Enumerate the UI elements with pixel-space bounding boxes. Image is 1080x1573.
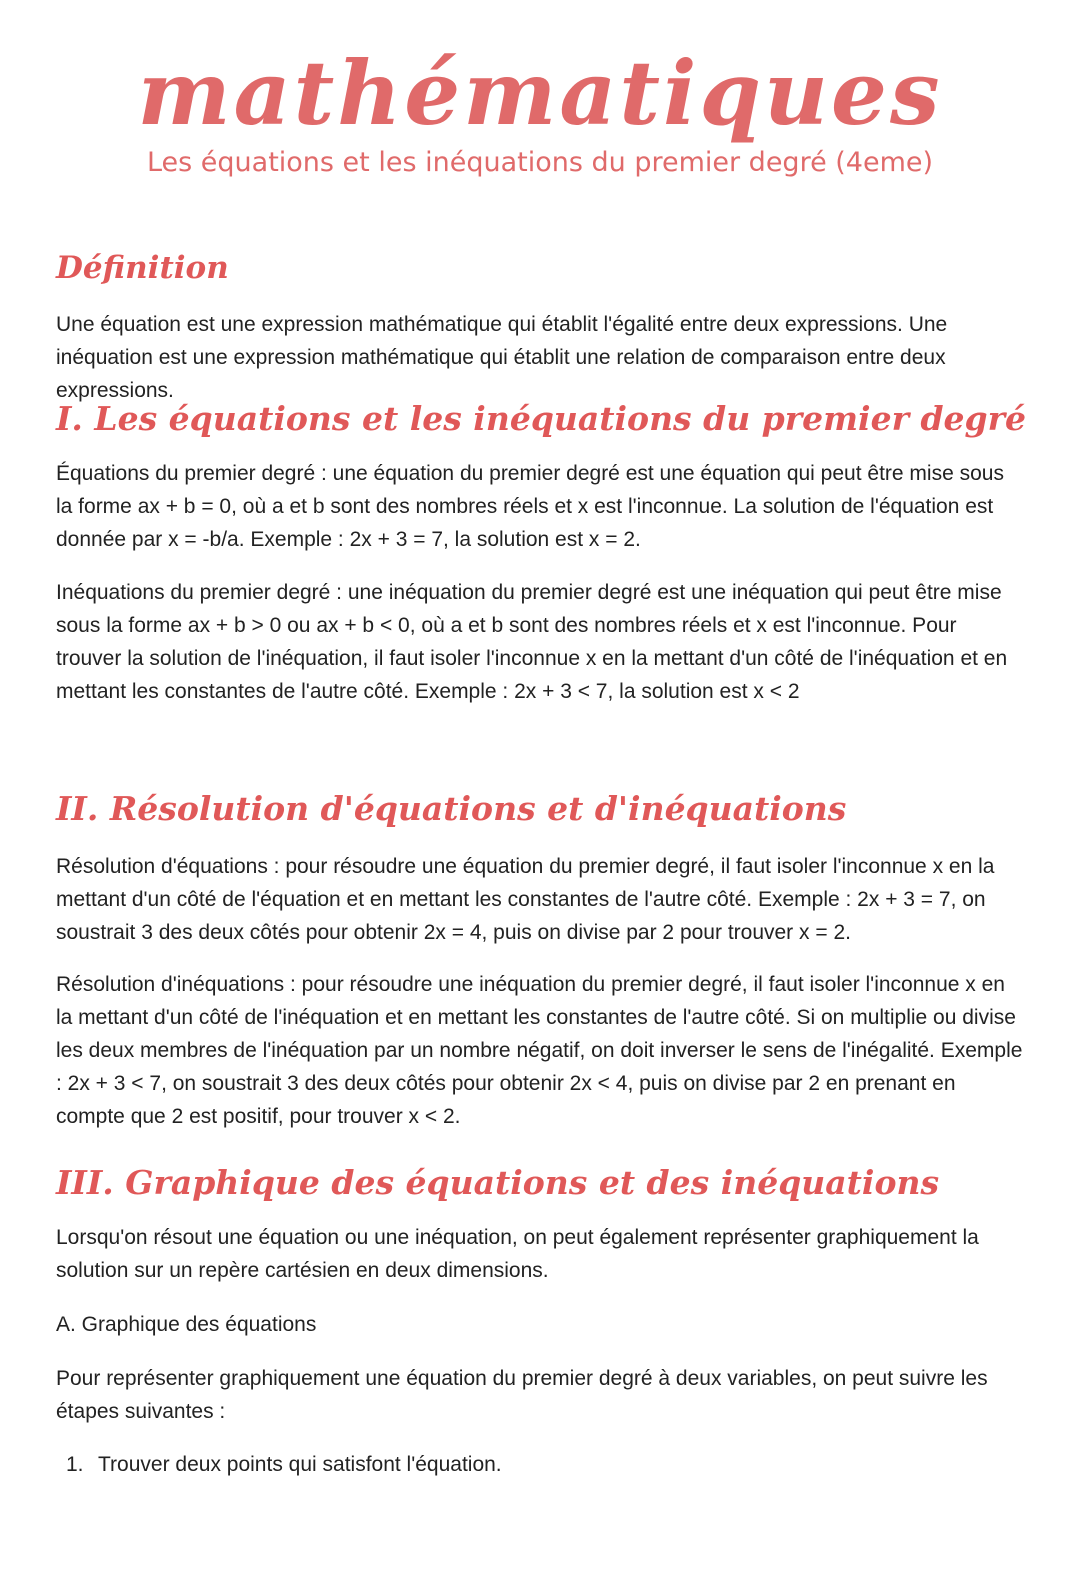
definition-heading: Définition bbox=[56, 250, 229, 286]
section-2-heading: II. Résolution d'équations et d'inéquations bbox=[56, 789, 847, 828]
section-1-heading: I. Les équations et les inéquations du premier degré bbox=[56, 399, 1026, 438]
steps-list bbox=[56, 1448, 1024, 1481]
definition-text: Une équation est une expression mathématique qui établit l'égalité entre deux expressions. Une inéquation est une expression mathématique qui établit une relation de comparaison entre deux expressions. bbox=[56, 313, 948, 402]
section-2-paragraph-inequations: Résolution d'inéquations : pour résoudre une inéquation du premier degré, il faut isoler l'inconnue x en la mettant d'un côté de l'inéquation et en mettant les constantes de l'autre côté. Si on multiplie ou divise les deux membres de l'inéquation par un nombre négatif, on doit inverser le sens de l'inégalité. Exemple : 2x + 3 < 7, on soustrait 3 des deux côtés pour obtenir 2x < 4, puis on divise par 2 en prenant en compte que 2 est positif, pour trouver x < 2. bbox=[56, 973, 1023, 1128]
section-1-paragraph-inequations: Inéquations du premier degré : une inéquation du premier degré est une inéquation qui peut être mise sous la forme ax + b > 0 ou ax + b < 0, où a et b sont des nombres réels et x est l'inconnue. Pour trouver la solution de l'inéquation, il faut isoler l'inconnue x en la mettant d'un côté de l'inéquation et en mettant les constantes de l'autre côté. Exemple : 2x + 3 < 7, la solution est x < 2 bbox=[56, 581, 1008, 703]
list-item bbox=[56, 1448, 1024, 1481]
section-3-subheading: A. Graphique des équations bbox=[56, 1313, 317, 1336]
section-3-heading: III. Graphique des équations et des inéquations bbox=[56, 1163, 940, 1202]
list-item-text: Trouver deux points qui satisfont l'équation. bbox=[98, 1453, 502, 1476]
list-item-number: 1. bbox=[66, 1453, 84, 1476]
page-subtitle: Les équations et les inéquations du premier degré (4eme) bbox=[146, 147, 934, 178]
section-1-paragraph-equations: Équations du premier degré : une équation du premier degré est une équation qui peut être mise sous la forme ax + b = 0, où a et b sont des nombres réels et x est l'inconnue. La solution de l'équation est donnée par x = -b/a. Exemple : 2x + 3 = 7, la solution est x = 2. bbox=[56, 462, 1004, 551]
section-2-paragraph-equations: Résolution d'équations : pour résoudre une équation du premier degré, il faut isoler l'inconnue x en la mettant d'un côté de l'équation et en mettant les constantes de l'autre côté. Exemple : 2x + 3 = 7, on soustrait 3 des deux côtés pour obtenir 2x = 4, puis on divise par 2 pour trouver x = 2. bbox=[56, 855, 995, 944]
section-3-steps-intro: Pour représenter graphiquement une équation du premier degré à deux variables, on peut suivre les étapes suivantes : bbox=[56, 1367, 988, 1423]
section-3-intro: Lorsqu'on résout une équation ou une inéquation, on peut également représenter graphiquement la solution sur un repère cartésien en deux dimensions. bbox=[56, 1226, 979, 1282]
page-title: mathématiques bbox=[137, 41, 943, 145]
